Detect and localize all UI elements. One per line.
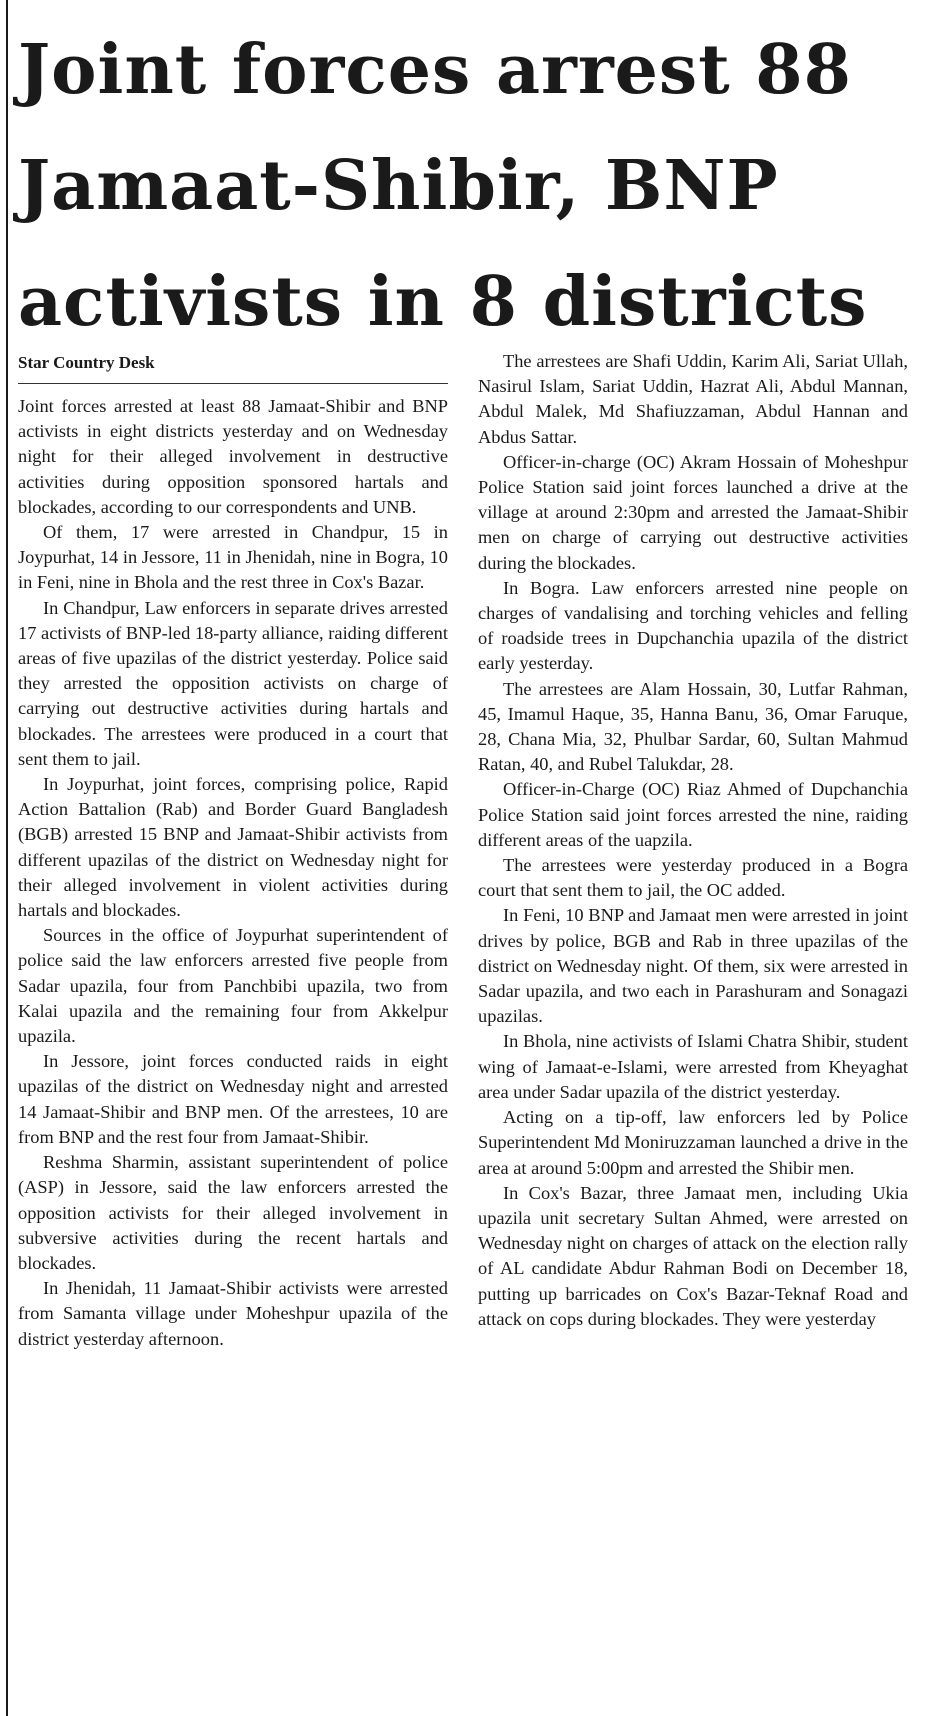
paragraph: In Feni, 10 BNP and Jamaat men were arrested in joint drives by police, BGB and Rab in three upazilas of the district on Wednesday night. Of them, six were arrested in Sadar upazila, and two each in Parashuram and Sonagazi upazilas. xyxy=(478,905,908,1027)
paragraph: In Bhola, nine activists of Islami Chatra Shibir, student wing of Jamaat-e-Islami, were arrested from Kheyaghat area under Sadar upazila of the district yesterday. xyxy=(478,1031,908,1102)
paragraph: Sources in the office of Joypurhat superintendent of police said the law enforcers arrested five people from Sadar upazila, four from Panchbibi upazila, two from Kalai upazila and the remaining four from Akkelpur upazila. xyxy=(18,925,448,1047)
paragraph: Acting on a tip-off, law enforcers led by Police Superintendent Md Moniruzzaman launched a drive in the area at around 5:00pm and arrested the Shibir men. xyxy=(478,1107,908,1178)
paragraph: In Jessore, joint forces conducted raids in eight upazilas of the district on Wednesday night and arrested 14 Jamaat-Shibir and BNP men. Of the arrestees, 10 are from BNP and the rest four from Jamaat-Shibir. xyxy=(18,1051,448,1147)
paragraph: In Cox's Bazar, three Jamaat men, including Ukia upazila unit secretary Sultan Ahmed, were arrested on Wednesday night on charges of attack on the election rally of AL candidate Abdur Rahman Bodi on December 18, putting up barricades on Cox's Bazar-Teknaf Road and attack on cops during blockades. They were yesterday xyxy=(478,1182,908,1329)
headline-line-1: Joint forces arrest 88 xyxy=(18,30,852,110)
paragraph: In Bogra. Law enforcers arrested nine people on charges of vandalising and torching vehicles and felling of roadside trees in Dupchanchia upazila of the district early yesterday. xyxy=(478,577,908,674)
paragraph: The arrestees are Shafi Uddin, Karim Ali, Sariat Ullah, Nasirul Islam, Sariat Uddin, Hazrat Ali, Abdul Mannan, Abdul Malek, Md Shafiuzzaman, Abdul Hannan and Abdus Sattar. xyxy=(478,351,908,447)
paragraph: Reshma Sharmin, assistant superintendent of police (ASP) in Jessore, said the law enforcers arrested the opposition activists for their alleged involvement in subversive activities during the recent hartals and blockades. xyxy=(18,1152,448,1273)
headline-line-2: Jamaat-Shibir, BNP xyxy=(18,146,779,226)
paragraph: The arrestees are Alam Hossain, 30, Lutfar Rahman, 45, Imamul Haque, 35, Hanna Banu, 36, Omar Faruque, 28, Chana Mia, 32, Phulbar Sardar, 60, Sultan Mahmud Ratan, 40, and Rubel Talukdar, 28. xyxy=(478,678,908,775)
paragraph: Officer-in-Charge (OC) Riaz Ahmed of Dupchanchia Police Station said joint forces arrested the nine, raiding different areas of the uapzila. xyxy=(478,779,908,850)
paragraph: In Joypurhat, joint forces, comprising police, Rapid Action Battalion (Rab) and Border Guard Bangladesh (BGB) arrested 15 BNP and Jamaat-Shibir activists from different upazilas of the district on Wednesday night for their alleged involvement in violent activities during hartals and blockades. xyxy=(18,774,448,921)
paragraph: In Chandpur, Law enforcers in separate drives arrested 17 activists of BNP-led 18-party alliance, raiding different areas of five upazilas of the district yesterday. Police said they arrested the opposition activists on charge of carrying out destructive activities during hartals and blockades. The arrestees were produced in a court that sent them to jail. xyxy=(18,597,448,769)
paragraph: Officer-in-charge (OC) Akram Hossain of Moheshpur Police Station said joint forces launched a drive at the village at around 2:30pm and arrested the Jamaat-Shibir men on charge of carrying out destructive activities during the blockades. xyxy=(478,451,908,573)
byline: Star Country Desk xyxy=(18,353,155,372)
paragraph: In Jhenidah, 11 Jamaat-Shibir activists were arrested from Samanta village under Moheshpur upazila of the district yesterday afternoon. xyxy=(18,1278,448,1349)
column-rule xyxy=(6,0,8,1716)
byline-divider xyxy=(18,383,448,384)
paragraph: Of them, 17 were arrested in Chandpur, 15 in Joypurhat, 14 in Jessore, 11 in Jhenidah, nine in Bogra, 10 in Feni, nine in Bhola and the rest three in Cox's Bazar. xyxy=(18,522,448,593)
article-column-left xyxy=(18,394,448,1714)
article-column-right xyxy=(478,349,908,1714)
paragraph: Joint forces arrested at least 88 Jamaat-Shibir and BNP activists in eight districts yesterday and on Wednesday night for their alleged involvement in destructive activities during opposition sponsored hartals and blockades, according to our correspondents and UNB. xyxy=(18,396,448,517)
paragraph: The arrestees were yesterday produced in a Bogra court that sent them to jail, the OC added. xyxy=(478,855,908,901)
headline-line-3: activists in 8 districts xyxy=(18,262,868,342)
headline xyxy=(18,12,928,360)
